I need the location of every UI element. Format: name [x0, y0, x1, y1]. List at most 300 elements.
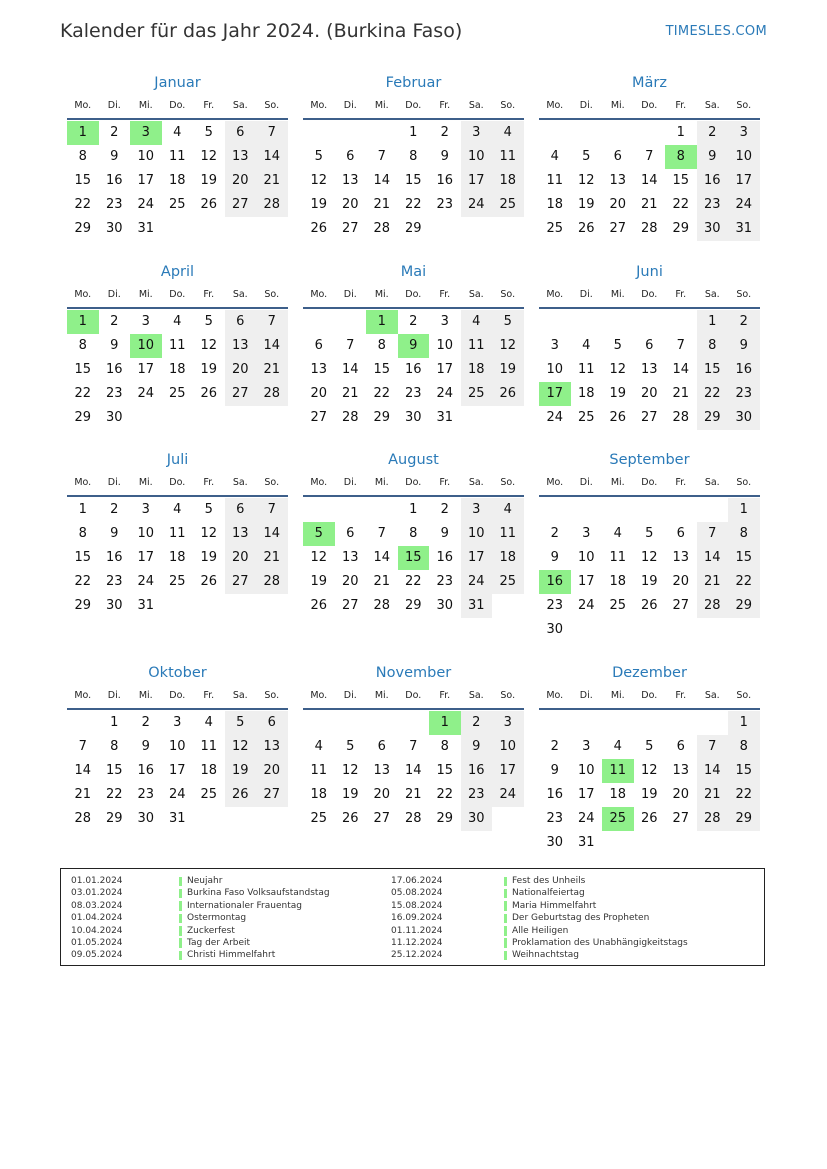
empty-cell	[571, 498, 603, 522]
weekday-label: Mo.	[546, 477, 564, 488]
day-cell: 7	[645, 149, 654, 164]
day-cell: 17	[577, 574, 595, 589]
empty-cell	[162, 594, 194, 618]
day-cell: 30	[137, 811, 155, 826]
holiday-day: 25	[602, 807, 634, 831]
weekday-label: Mi.	[138, 477, 153, 488]
legend-date: 05.08.2024	[391, 888, 443, 899]
weekend-day: 27	[225, 382, 257, 406]
empty-cell	[602, 310, 634, 334]
holiday-marker	[504, 938, 507, 948]
week-row	[67, 121, 288, 145]
empty-cell	[398, 711, 430, 735]
week-row	[67, 498, 288, 522]
legend-item	[71, 912, 371, 924]
header-divider	[539, 495, 760, 497]
day-cell: 26	[609, 410, 627, 425]
day-cell: 15	[105, 763, 123, 778]
header-divider	[539, 708, 760, 710]
empty-cell	[634, 831, 666, 855]
empty-cell	[634, 498, 666, 522]
day-cell: 6	[645, 338, 654, 353]
legend-date: 11.12.2024	[391, 937, 443, 948]
day-cell: 26	[640, 598, 658, 613]
weekend-day: 19	[492, 358, 524, 382]
weekday-label: Do.	[641, 100, 658, 111]
weekday-label: Do.	[169, 477, 186, 488]
week-row	[303, 498, 524, 522]
day-cell: 4	[173, 502, 182, 517]
day-cell: 24	[168, 787, 186, 802]
day-cell: 5	[613, 338, 622, 353]
weekend-day: 6	[256, 711, 288, 735]
weekend-day: 30	[697, 217, 729, 241]
weekday-label: Mi.	[374, 289, 389, 300]
day-cell: 28	[74, 811, 92, 826]
empty-cell	[461, 217, 493, 241]
weekday-label: Di.	[579, 477, 593, 488]
day-cell: 18	[310, 787, 328, 802]
week-row	[67, 382, 288, 406]
empty-cell	[366, 121, 398, 145]
day-cell: 12	[200, 526, 218, 541]
day-cell: 9	[110, 149, 119, 164]
day-cell: 29	[105, 811, 123, 826]
day-cell: 22	[105, 787, 123, 802]
empty-cell	[697, 498, 729, 522]
day-cell: 3	[173, 715, 182, 730]
weekend-day: 22	[728, 570, 760, 594]
weekday-label: Di.	[343, 690, 357, 701]
holiday-day: 1	[366, 310, 398, 334]
weekday-label: Di.	[107, 690, 121, 701]
day-cell: 21	[74, 787, 92, 802]
empty-cell	[193, 406, 225, 430]
weekend-day: 17	[461, 169, 493, 193]
weekday-label: Fr.	[439, 100, 451, 111]
week-row	[539, 759, 760, 783]
weekday-header	[539, 287, 760, 303]
empty-cell	[256, 807, 288, 831]
week-row	[539, 594, 760, 618]
empty-cell	[67, 711, 99, 735]
week-row	[303, 570, 524, 594]
empty-cell	[225, 807, 257, 831]
weekend-day: 1	[728, 498, 760, 522]
empty-cell	[697, 711, 729, 735]
weekend-day: 20	[256, 759, 288, 783]
empty-cell	[571, 711, 603, 735]
week-row	[539, 522, 760, 546]
day-cell: 10	[168, 739, 186, 754]
day-cell: 7	[346, 338, 355, 353]
day-cell: 2	[110, 314, 119, 329]
legend-holiday-name: Nationalfeiertag	[512, 888, 585, 899]
week-row	[303, 759, 524, 783]
day-cell: 29	[404, 221, 422, 236]
month-mai	[303, 261, 524, 430]
day-cell: 13	[672, 550, 690, 565]
weekend-day: 25	[492, 570, 524, 594]
weekday-label: Fr.	[675, 100, 687, 111]
day-cell: 5	[314, 149, 323, 164]
day-cell: 31	[137, 221, 155, 236]
day-cell: 23	[436, 197, 454, 212]
day-cell: 10	[436, 338, 454, 353]
month-name: November	[375, 665, 452, 681]
day-cell: 25	[168, 574, 186, 589]
day-cell: 12	[640, 763, 658, 778]
legend-holiday-name: Zuckerfest	[187, 925, 235, 936]
holiday-day: 10	[130, 334, 162, 358]
weekday-label: Mi.	[138, 100, 153, 111]
legend-item	[391, 937, 761, 949]
weekend-day: 10	[492, 735, 524, 759]
legend-item	[391, 949, 761, 961]
legend-holiday-name: Neujahr	[187, 876, 223, 886]
day-cell: 3	[440, 314, 449, 329]
week-row	[303, 807, 524, 831]
day-cell: 23	[137, 787, 155, 802]
week-row	[67, 807, 288, 831]
header-divider	[539, 118, 760, 120]
day-cell: 30	[546, 622, 564, 637]
empty-cell	[162, 406, 194, 430]
weekday-label: Sa.	[704, 289, 720, 300]
day-cell: 4	[582, 338, 591, 353]
weekday-label: Mo.	[74, 690, 92, 701]
day-cell: 31	[577, 835, 595, 850]
week-row	[539, 310, 760, 334]
month-januar	[67, 72, 288, 241]
day-cell: 31	[436, 410, 454, 425]
day-cell: 4	[173, 125, 182, 140]
empty-cell	[539, 498, 571, 522]
day-cell: 6	[676, 739, 685, 754]
weekend-day: 21	[256, 169, 288, 193]
weekend-day: 8	[728, 522, 760, 546]
week-row	[539, 618, 760, 642]
week-row	[539, 831, 760, 855]
day-cell: 19	[200, 173, 218, 188]
weekday-label: Do.	[169, 100, 186, 111]
day-cell: 18	[609, 574, 627, 589]
weekday-label: Sa.	[232, 690, 248, 701]
day-cell: 26	[341, 811, 359, 826]
weekend-day: 21	[697, 783, 729, 807]
day-cell: 28	[640, 221, 658, 236]
weekend-day: 19	[225, 759, 257, 783]
day-cell: 2	[550, 526, 559, 541]
weekend-day: 3	[728, 121, 760, 145]
empty-cell	[665, 310, 697, 334]
day-cell: 19	[310, 197, 328, 212]
day-cell: 29	[404, 598, 422, 613]
week-row	[67, 145, 288, 169]
holiday-marker	[179, 914, 182, 924]
empty-cell	[366, 498, 398, 522]
weekday-label: Di.	[579, 690, 593, 701]
weekend-day: 8	[728, 735, 760, 759]
weeks	[303, 310, 524, 430]
day-cell: 25	[200, 787, 218, 802]
weekend-day: 15	[728, 759, 760, 783]
weekday-label: Do.	[169, 690, 186, 701]
empty-cell	[492, 594, 524, 618]
day-cell: 25	[168, 197, 186, 212]
weekday-label: Di.	[343, 477, 357, 488]
day-cell: 5	[645, 526, 654, 541]
day-cell: 31	[168, 811, 186, 826]
empty-cell	[193, 807, 225, 831]
legend-date: 01.01.2024	[71, 876, 123, 886]
holiday-marker	[179, 877, 182, 887]
legend-date: 08.03.2024	[71, 900, 123, 911]
weekday-header	[303, 688, 524, 704]
legend-item	[391, 875, 761, 887]
legend-holiday-name: Der Geburtstag des Propheten	[512, 913, 650, 924]
month-name: April	[160, 264, 195, 280]
legend-holiday-name: Fest des Unheils	[512, 876, 586, 886]
week-row	[303, 546, 524, 570]
day-cell: 2	[409, 314, 418, 329]
month-juni	[539, 261, 760, 430]
week-row	[539, 169, 760, 193]
day-cell: 18	[609, 787, 627, 802]
weekend-day: 10	[461, 522, 493, 546]
weekday-label: Fr.	[203, 289, 215, 300]
day-cell: 21	[640, 197, 658, 212]
weekday-label: Mi.	[138, 289, 153, 300]
weekend-day: 17	[461, 546, 493, 570]
weekday-label: Fr.	[203, 690, 215, 701]
week-row	[67, 406, 288, 430]
weekend-day: 26	[225, 783, 257, 807]
legend-item	[71, 900, 371, 912]
day-cell: 4	[314, 739, 323, 754]
week-row	[539, 334, 760, 358]
weekday-label: So.	[264, 100, 280, 111]
weekend-day: 29	[728, 807, 760, 831]
weekday-header	[67, 287, 288, 303]
weekday-label: So.	[264, 690, 280, 701]
empty-cell	[130, 406, 162, 430]
weekend-day: 24	[461, 570, 493, 594]
weekday-label: Di.	[343, 289, 357, 300]
holiday-day: 8	[665, 145, 697, 169]
month-name: September	[609, 452, 690, 468]
day-cell: 19	[310, 574, 328, 589]
week-row	[67, 711, 288, 735]
weekend-day: 4	[492, 121, 524, 145]
week-row	[539, 406, 760, 430]
week-row	[67, 522, 288, 546]
day-cell: 30	[546, 835, 564, 850]
day-cell: 29	[74, 598, 92, 613]
day-cell: 30	[105, 598, 123, 613]
day-cell: 11	[609, 550, 627, 565]
weekend-day: 7	[256, 498, 288, 522]
weekend-day: 9	[697, 145, 729, 169]
day-cell: 25	[577, 410, 595, 425]
day-cell: 16	[436, 550, 454, 565]
day-cell: 25	[609, 598, 627, 613]
weekday-label: Do.	[641, 289, 658, 300]
day-cell: 4	[204, 715, 213, 730]
day-cell: 6	[346, 149, 355, 164]
empty-cell	[256, 406, 288, 430]
weekday-label: Mo.	[310, 477, 328, 488]
weeks	[539, 711, 760, 855]
day-cell: 24	[577, 598, 595, 613]
day-cell: 20	[640, 386, 658, 401]
day-cell: 15	[404, 173, 422, 188]
holiday-marker	[504, 901, 507, 911]
weekend-day: 7	[256, 121, 288, 145]
day-cell: 21	[672, 386, 690, 401]
day-cell: 16	[546, 787, 564, 802]
empty-cell	[728, 618, 760, 642]
weekend-day: 3	[492, 711, 524, 735]
weekend-day: 29	[697, 406, 729, 430]
week-row	[303, 334, 524, 358]
weekday-label: So.	[500, 100, 516, 111]
day-cell: 3	[141, 314, 150, 329]
weekday-label: Do.	[405, 289, 422, 300]
week-row	[67, 334, 288, 358]
legend-item	[71, 887, 371, 899]
day-cell: 6	[346, 526, 355, 541]
week-row	[303, 193, 524, 217]
week-row	[303, 310, 524, 334]
weekend-day: 27	[256, 783, 288, 807]
weekday-label: Di.	[343, 100, 357, 111]
weekday-label: Sa.	[468, 477, 484, 488]
day-cell: 10	[137, 526, 155, 541]
page-title: Kalender für das Jahr 2024. (Burkina Faso)	[60, 20, 463, 42]
day-cell: 12	[310, 550, 328, 565]
week-row	[303, 522, 524, 546]
weekday-label: Mi.	[374, 477, 389, 488]
month-name: Februar	[385, 75, 442, 91]
week-row	[539, 121, 760, 145]
day-cell: 2	[141, 715, 150, 730]
empty-cell	[335, 121, 367, 145]
weekend-day: 14	[697, 546, 729, 570]
weekday-label: Do.	[641, 690, 658, 701]
legend-date: 01.11.2024	[391, 925, 443, 936]
weekend-day: 18	[461, 358, 493, 382]
weekday-label: Fr.	[439, 289, 451, 300]
day-cell: 22	[74, 197, 92, 212]
day-cell: 14	[640, 173, 658, 188]
header-divider	[539, 307, 760, 309]
day-cell: 20	[672, 574, 690, 589]
day-cell: 9	[110, 338, 119, 353]
day-cell: 27	[609, 221, 627, 236]
holiday-marker	[179, 901, 182, 911]
week-row	[303, 735, 524, 759]
weekday-label: Di.	[579, 289, 593, 300]
holiday-day: 1	[67, 310, 99, 334]
legend-item	[71, 949, 371, 961]
weekend-day: 23	[461, 783, 493, 807]
day-cell: 23	[105, 386, 123, 401]
brand-link[interactable]: TIMESLES.COM	[665, 24, 767, 39]
weekend-day: 4	[492, 498, 524, 522]
weekend-day: 6	[225, 498, 257, 522]
empty-cell	[429, 217, 461, 241]
legend-holiday-name: Christi Himmelfahrt	[187, 950, 276, 961]
month-märz	[539, 72, 760, 241]
weekday-label: Fr.	[675, 289, 687, 300]
week-row	[67, 546, 288, 570]
legend-date: 25.12.2024	[391, 950, 443, 961]
day-cell: 5	[204, 314, 213, 329]
weekday-label: Di.	[107, 477, 121, 488]
weekend-day: 17	[492, 759, 524, 783]
holiday-marker	[179, 938, 182, 948]
weekday-label: Sa.	[704, 690, 720, 701]
day-cell: 10	[577, 550, 595, 565]
weekday-label: Mo.	[546, 289, 564, 300]
empty-cell	[697, 618, 729, 642]
empty-cell	[728, 831, 760, 855]
day-cell: 12	[640, 550, 658, 565]
holiday-day: 9	[398, 334, 430, 358]
weekend-day: 24	[461, 193, 493, 217]
day-cell: 21	[404, 787, 422, 802]
month-august	[303, 449, 524, 618]
day-cell: 9	[440, 526, 449, 541]
empty-cell	[303, 121, 335, 145]
weekend-day: 17	[728, 169, 760, 193]
weekday-label: Fr.	[675, 690, 687, 701]
weekday-label: Mi.	[610, 690, 625, 701]
weekend-day: 29	[728, 594, 760, 618]
week-row	[539, 783, 760, 807]
holiday-day: 15	[398, 546, 430, 570]
week-row	[539, 382, 760, 406]
weekend-day: 5	[492, 310, 524, 334]
legend-date: 01.05.2024	[71, 937, 123, 948]
weekend-day: 27	[225, 193, 257, 217]
day-cell: 3	[582, 739, 591, 754]
legend-item	[391, 912, 761, 924]
empty-cell	[303, 498, 335, 522]
weekend-day: 1	[728, 711, 760, 735]
month-name: August	[388, 452, 439, 468]
day-cell: 27	[341, 598, 359, 613]
day-cell: 22	[404, 574, 422, 589]
day-cell: 14	[373, 173, 391, 188]
legend-holiday-name: Tag der Arbeit	[187, 937, 251, 948]
weekend-day: 21	[697, 570, 729, 594]
day-cell: 5	[204, 502, 213, 517]
weeks	[67, 121, 288, 241]
week-row	[67, 759, 288, 783]
day-cell: 23	[105, 574, 123, 589]
empty-cell	[162, 217, 194, 241]
day-cell: 11	[200, 739, 218, 754]
week-row	[67, 310, 288, 334]
weekday-label: Mo.	[74, 477, 92, 488]
day-cell: 24	[577, 811, 595, 826]
day-cell: 1	[78, 502, 87, 517]
weekend-day: 28	[256, 193, 288, 217]
day-cell: 22	[74, 386, 92, 401]
day-cell: 20	[609, 197, 627, 212]
